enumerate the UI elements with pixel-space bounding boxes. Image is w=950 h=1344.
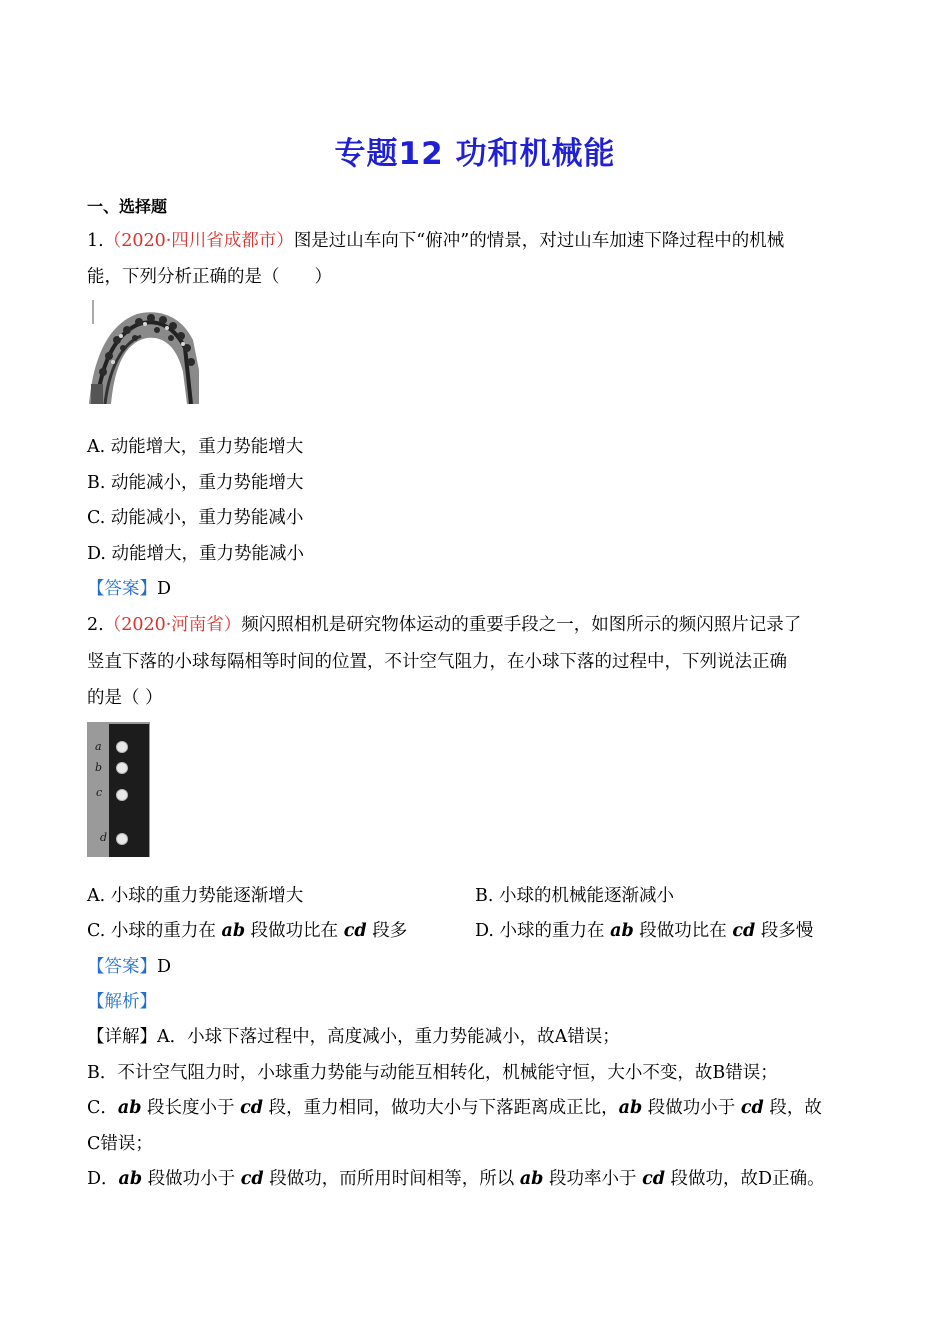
seg-ab: ab — [118, 1169, 143, 1189]
q2-source: （2020·河南省） — [103, 615, 242, 635]
q1-source: （2020·四川省成都市） — [103, 231, 294, 251]
seg-ab: ab — [618, 1098, 643, 1118]
q2-answer — [87, 956, 171, 978]
q1-text-line2: 能，下列分析正确的是（ ） — [87, 267, 332, 287]
q1-option-b: B. 动能减小，重力势能增大 — [87, 473, 304, 493]
q2-analysis-label: 【解析】 — [87, 992, 157, 1012]
seg-ab: ab — [610, 921, 634, 941]
seg-cd: cd — [240, 1098, 264, 1118]
seg-cd: cd — [732, 921, 756, 941]
q2-answer-value: D — [157, 957, 172, 977]
q1-answer-value: D — [157, 579, 172, 599]
q2-detail-c-text: 段长度小于 — [147, 1098, 235, 1118]
q2-option-d-text: 段多慢 — [760, 921, 814, 941]
seg-ab: ab — [221, 921, 246, 941]
q2-text-line1 — [87, 614, 801, 636]
q2-option-a: A. 小球的重力势能逐渐增大 — [87, 886, 304, 906]
q2-detail-c-text: 段，重力相同，做功大小与下落距离成正比， — [268, 1098, 619, 1118]
q2-detail-d — [87, 1168, 825, 1190]
ball-label-c: c — [96, 786, 103, 799]
q1-text-line1 — [87, 230, 784, 252]
q1-answer — [87, 578, 171, 600]
q2-answer-label: 【答案】 — [87, 957, 157, 977]
q2-text-line3: 的是（ ） — [87, 688, 163, 708]
q1-option-c: C. 动能减小，重力势能减小 — [87, 508, 304, 528]
q2-detail-label: 【详解】 — [87, 1027, 157, 1047]
q2-detail-c-cont: C错误； — [87, 1134, 153, 1154]
q2-option-d-text: D. 小球的重力在 — [475, 921, 605, 941]
strobe-photo-image — [87, 722, 150, 857]
q2-detail-c-text: 段，故 — [769, 1098, 822, 1118]
ball-label-a: a — [95, 740, 102, 753]
q2-detail-c-text: 段做功小于 — [647, 1098, 736, 1118]
q1-answer-label: 【答案】 — [87, 579, 157, 599]
q2-option-d-text: 段做功比在 — [639, 921, 727, 941]
q2-detail-d-text: 段做功，故D正确。 — [670, 1169, 825, 1189]
q2-detail-d-text: 段做功，而所用时间相等，所以 — [269, 1169, 515, 1189]
section-heading: 一、选择题 — [87, 197, 168, 216]
seg-ab: ab — [519, 1169, 544, 1189]
q2-detail-d-text: 段做功小于 — [147, 1169, 236, 1189]
q2-detail-b: B．不计空气阻力时，小球重力势能与动能互相转化，机械能守恒，大小不变，故B错误； — [87, 1063, 778, 1083]
page-title: 专题12 功和机械能 — [334, 136, 616, 172]
q2-detail-d-text: D． — [87, 1169, 119, 1189]
q1-number: 1. — [87, 231, 104, 251]
q2-option-c-text: 段多 — [372, 921, 408, 941]
q2-option-c — [87, 920, 407, 942]
ball-label-d: d — [100, 831, 108, 844]
q1-option-d: D. 动能增大，重力势能减小 — [87, 544, 305, 564]
seg-cd: cd — [642, 1169, 665, 1189]
q2-option-c-text: C. 小球的重力在 — [87, 921, 216, 941]
seg-cd: cd — [740, 1098, 764, 1118]
q2-detail-a-text: A．小球下落过程中，高度减小，重力势能减小，故A错误； — [157, 1027, 620, 1047]
seg-cd: cd — [343, 921, 367, 941]
q2-text-line2: 竖直下落的小球每隔相等时间的位置，不计空气阻力，在小球下落的过程中，下列说法正确 — [87, 652, 787, 672]
q2-number: 2. — [87, 615, 104, 635]
q1-text-1: 图是过山车向下“俯冲”的情景，对过山车加速下降过程中的机械 — [293, 231, 785, 251]
q2-detail-c-text: C． — [87, 1098, 118, 1118]
q1-option-a: A. 动能增大，重力势能增大 — [87, 437, 304, 457]
q2-option-c-text: 段做功比在 — [250, 921, 339, 941]
seg-ab: ab — [117, 1098, 142, 1118]
roller-coaster-image — [87, 300, 200, 404]
q2-text-1: 频闪照相机是研究物体运动的重要手段之一，如图所示的频闪照片记录了 — [241, 615, 802, 635]
ball-label-b: b — [95, 761, 103, 774]
seg-cd: cd — [240, 1169, 264, 1189]
q2-detail-d-text: 段功率小于 — [548, 1169, 637, 1189]
q2-detail-c — [87, 1097, 822, 1119]
q2-detail-a — [87, 1026, 620, 1048]
q2-option-b: B. 小球的机械能逐渐减小 — [475, 886, 674, 906]
q2-option-d — [475, 920, 813, 942]
